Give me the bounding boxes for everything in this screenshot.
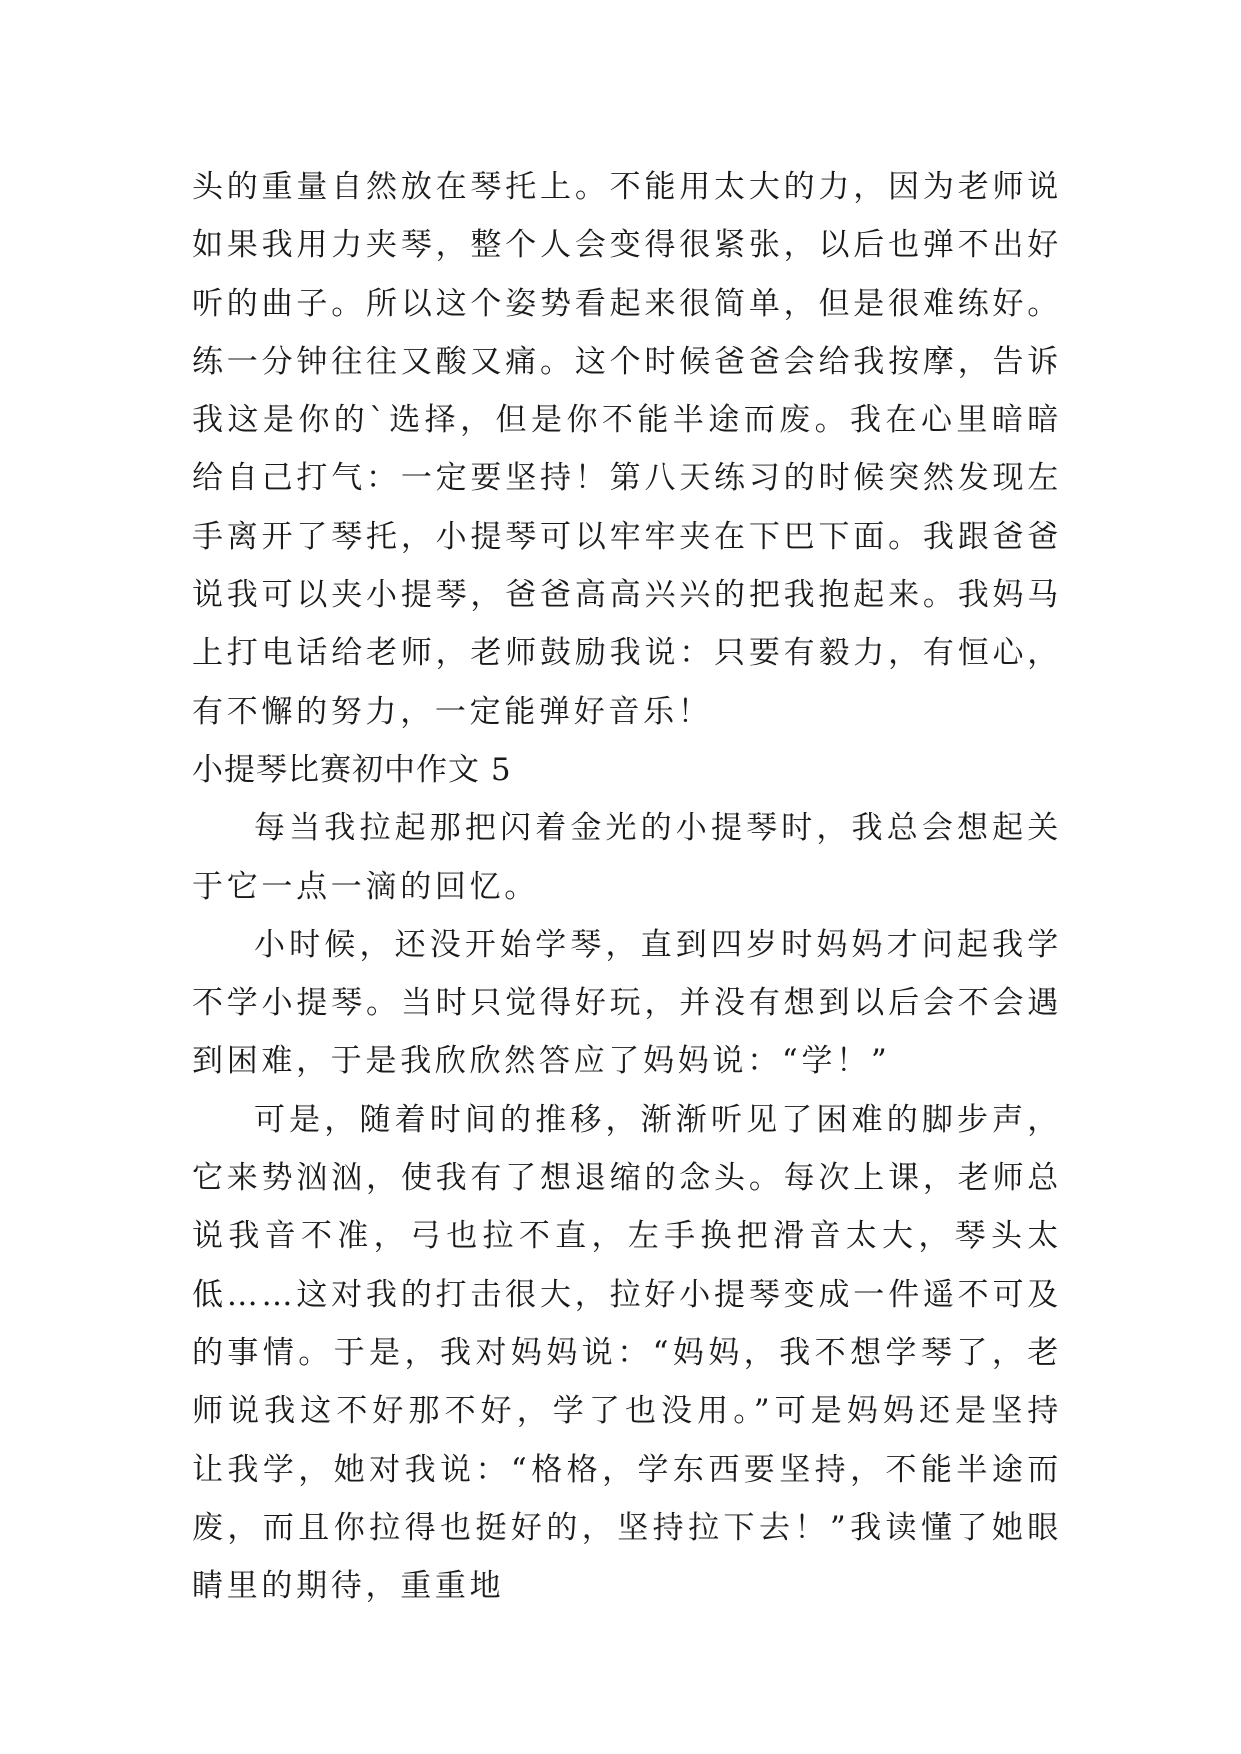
document-body xyxy=(192,158,1062,1615)
paragraph-2: 小时候，还没开始学琴，直到四岁时妈妈才问起我学不学小提琴。当时只觉得好玩，并没有想到以后会不会遇到困难，于是我欣欣然答应了妈妈说：“学！” xyxy=(192,926,1062,1080)
continuation-paragraph: 头的重量自然放在琴托上。不能用太大的力，因为老师说如果我用力夹琴，整个人会变得很紧张，以后也弹不出好听的曲子。所以这个姿势看起来很简单，但是很难练好。练一分钟往往又酸又痛。这个时候爸爸会给我按摩，告诉我这是你的`选择，但是你不能半途而废。我在心里暗暗给自己打气：一定要坚持！第八天练习的时候突然发现左手离开了琴托，小提琴可以牢牢夹在下巴下面。我跟爸爸说我可以夹小提琴，爸爸高高兴兴的把我抱起来。我妈马上打电话给老师，老师鼓励我说：只要有毅力，有恒心，有不懈的努力，一定能弹好音乐！ xyxy=(192,169,1062,730)
paragraph-1: 每当我拉起那把闪着金光的小提琴时，我总会想起关于它一点一滴的回忆。 xyxy=(192,810,1062,905)
section-title: 小提琴比赛初中作文 5 xyxy=(192,751,512,788)
paragraph-3: 可是，随着时间的推移，渐渐听见了困难的脚步声，它来势汹汹，使我有了想退缩的念头。每次上课，老师总说我音不准，弓也拉不直，左手换把滑音太大，琴头太低……这对我的打击很大，拉好小提琴变成一件遥不可及的事情。于是，我对妈妈说：“妈妈，我不想学琴了，老师说我这不好那不好，学了也没用。”可是妈妈还是坚持让我学，她对我说：“格格，学东西要坚持，不能半途而废，而且你拉得也挺好的，坚持拉下去！”我读懂了她眼睛里的期待，重重地 xyxy=(192,1101,1062,1605)
